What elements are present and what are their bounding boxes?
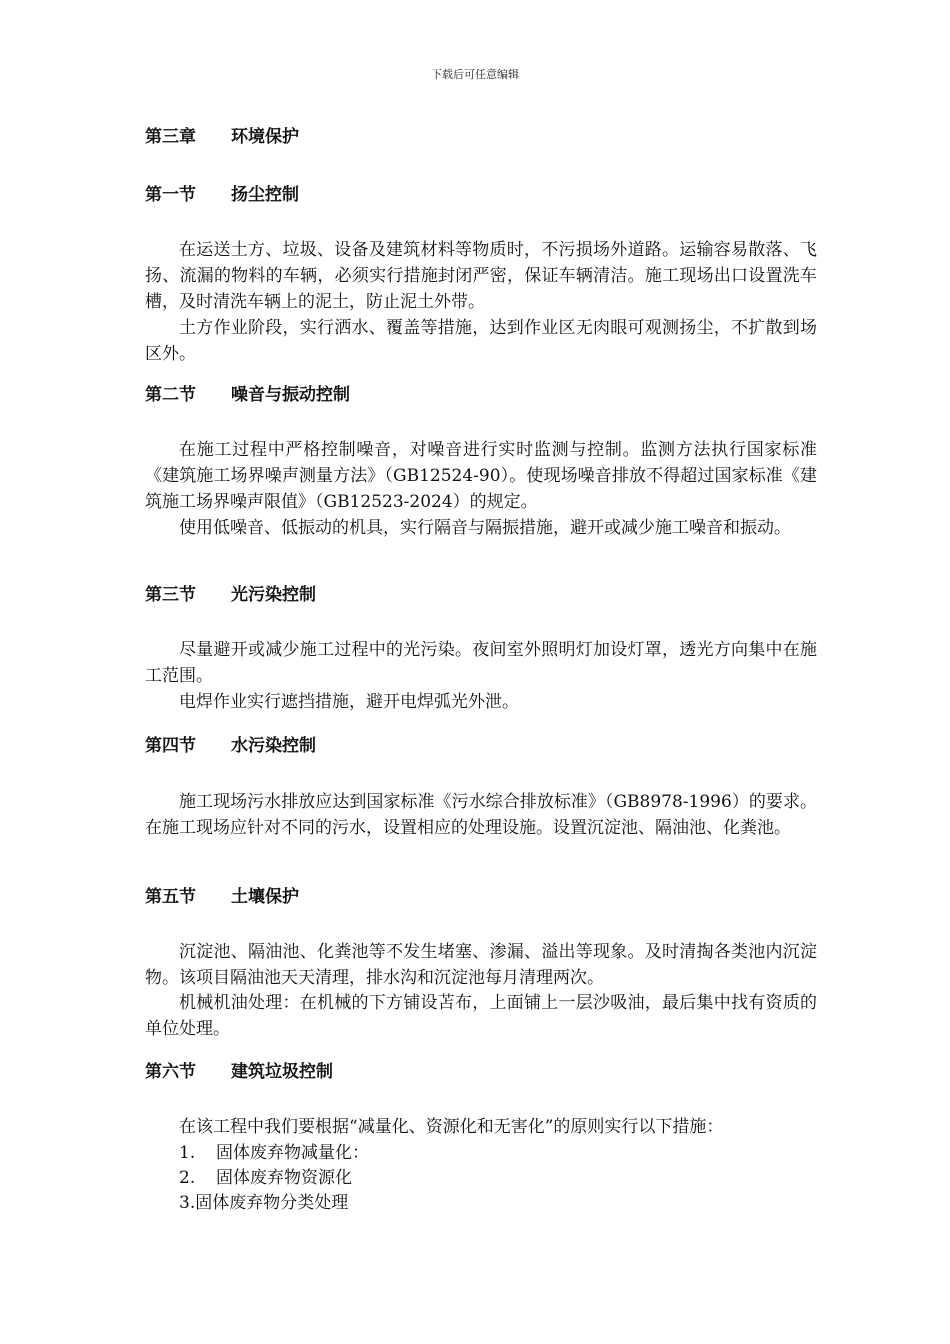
list-item xyxy=(179,1190,348,1216)
section-heading xyxy=(145,735,316,757)
section-heading xyxy=(145,384,350,406)
section-number: 第三节 xyxy=(145,585,196,605)
section-title: 光污染控制 xyxy=(231,585,316,605)
section-heading xyxy=(145,584,316,606)
paragraph: 沉淀池、隔油池、化粪池等不发生堵塞、渗漏、溢出等现象。及时清掏各类池内沉淀物。该项目隔油池天天清理，排水沟和沉淀池每月清理两次。 xyxy=(145,942,817,988)
chapter-heading xyxy=(145,126,299,148)
section-heading xyxy=(145,886,299,908)
list-item-text: 固体废弃物资源化 xyxy=(216,1168,352,1188)
paragraph: 土方作业阶段，实行洒水、覆盖等措施，达到作业区无肉眼可观测扬尘，不扩散到场区外。 xyxy=(145,318,817,364)
chapter-title: 环境保护 xyxy=(231,127,299,147)
chapter-number: 第三章 xyxy=(145,127,196,147)
section-title: 扬尘控制 xyxy=(231,185,299,205)
paragraph: 机械机油处理：在机械的下方铺设苫布，上面铺上一层沙吸油，最后集中找有资质的单位处理。 xyxy=(145,993,817,1039)
list-item-text: 固体废弃物减量化： xyxy=(216,1143,369,1163)
section-number: 第二节 xyxy=(145,385,196,405)
list-item-number: 2. xyxy=(179,1168,196,1188)
section-number: 第四节 xyxy=(145,736,196,756)
section-title: 噪音与振动控制 xyxy=(231,385,350,405)
paragraph: 在运送土方、垃圾、设备及建筑材料等物质时，不污损场外道路。运输容易散落、飞扬、流漏的物料的车辆，必须实行措施封闭严密，保证车辆清洁。施工现场出口设置洗车槽，及时清洗车辆上的泥土，防止泥土外带。 xyxy=(145,240,817,312)
section-number: 第六节 xyxy=(145,1062,196,1082)
paragraph: 施工现场污水排放应达到国家标准《污水综合排放标准》（GB8978-1996）的要求。在施工现场应针对不同的污水，设置相应的处理设施。设置沉淀池、隔油池、化粪池。 xyxy=(145,792,817,838)
paragraph: 尽量避开或减少施工过程中的光污染。夜间室外照明灯加设灯罩，透光方向集中在施工范围。 xyxy=(145,640,817,686)
section-title: 建筑垃圾控制 xyxy=(231,1062,333,1082)
paragraph: 在施工过程中严格控制噪音，对噪音进行实时监测与控制。监测方法执行国家标准《建筑施工场界噪声测量方法》（GB12524-90）。使现场噪音排放不得超过国家标准《建筑施工场界噪声限值》（GB12523-2024）的规定。 xyxy=(145,440,817,512)
paragraph: 使用低噪音、低振动的机具，实行隔音与隔振措施，避开或减少施工噪音和振动。 xyxy=(179,518,791,538)
section-number: 第五节 xyxy=(145,887,196,907)
paragraph: 在该工程中我们要根据“减量化、资源化和无害化”的原则实行以下措施： xyxy=(179,1117,724,1137)
page-header: 下载后可任意编辑 xyxy=(431,68,519,81)
section-heading xyxy=(145,184,299,206)
section-title: 水污染控制 xyxy=(231,736,316,756)
section-heading xyxy=(145,1061,333,1083)
list-item-number: 1. xyxy=(179,1143,196,1163)
list-item xyxy=(179,1140,369,1166)
list-item-text: 3.固体废弃物分类处理 xyxy=(179,1193,349,1213)
section-number: 第一节 xyxy=(145,185,196,205)
paragraph: 电焊作业实行遮挡措施，避开电焊弧光外泄。 xyxy=(179,692,519,712)
section-title: 土壤保护 xyxy=(231,887,299,907)
list-item xyxy=(179,1165,352,1191)
